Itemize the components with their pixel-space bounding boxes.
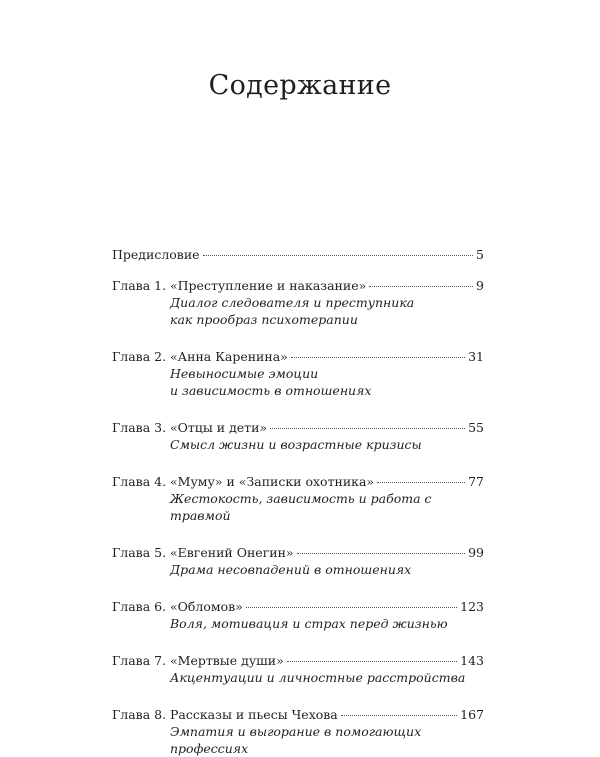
toc-entry-chapter-4[interactable] <box>112 473 484 524</box>
chapter-subtitle: как прообраз психотерапии <box>170 312 358 327</box>
dot-leader <box>287 661 457 662</box>
toc-page-number: 99 <box>468 545 484 560</box>
chapter-subtitle: Драма несовпадений в отношениях <box>170 562 412 577</box>
toc-entry-chapter-5[interactable] <box>112 544 484 578</box>
chapter-subtitle: Акцентуации и личностные расстройства <box>170 670 466 685</box>
dot-leader <box>369 286 473 287</box>
dot-leader <box>291 357 465 358</box>
chapter-subtitle: Воля, мотивация и страх перед жизнью <box>170 616 448 631</box>
chapter-title: «Мертвые души» <box>170 653 284 668</box>
toc-page-number: 31 <box>468 349 484 364</box>
toc-entry-preface[interactable] <box>112 246 484 263</box>
chapter-label: Глава 5. <box>112 545 167 560</box>
dot-leader <box>297 553 466 554</box>
dot-leader <box>203 255 473 256</box>
toc-page-number: 143 <box>460 653 484 668</box>
chapter-subtitle: Жестокость, зависимость и работа с травмой <box>170 491 432 523</box>
chapter-title: «Анна Каренина» <box>170 349 288 364</box>
chapter-subtitle: Смысл жизни и возрастные кризисы <box>170 437 422 452</box>
chapter-title: «Муму» и «Записки охотника» <box>170 474 375 489</box>
toc-page-number: 9 <box>476 278 484 293</box>
toc-page-number: 167 <box>460 707 484 722</box>
toc-entry-chapter-2[interactable] <box>112 348 484 399</box>
toc-page-number: 77 <box>468 474 484 489</box>
toc-entry-title: Предисловие <box>112 247 200 262</box>
chapter-subtitle: и зависимость в отношениях <box>170 383 372 398</box>
chapter-title: «Преступление и наказание» <box>170 278 367 293</box>
toc-entry-chapter-8[interactable] <box>112 706 484 757</box>
table-of-contents <box>112 246 484 757</box>
chapter-title: «Обломов» <box>170 599 243 614</box>
toc-entry-chapter-6[interactable] <box>112 598 484 632</box>
chapter-subtitle: Диалог следователя и преступника <box>170 295 415 310</box>
chapter-title: «Отцы и дети» <box>170 420 268 435</box>
toc-page-number: 123 <box>460 599 484 614</box>
chapter-label: Глава 7. <box>112 653 167 668</box>
chapter-subtitle: Эмпатия и выгорание в помогающих профессиях <box>170 724 422 756</box>
chapter-label: Глава 3. <box>112 420 167 435</box>
chapter-label: Глава 6. <box>112 599 167 614</box>
dot-leader <box>377 482 465 483</box>
dot-leader <box>270 428 465 429</box>
toc-entry-chapter-3[interactable] <box>112 419 484 453</box>
chapter-label: Глава 2. <box>112 349 167 364</box>
chapter-title: Рассказы и пьесы Чехова <box>170 707 338 722</box>
chapter-title: «Евгений Онегин» <box>170 545 294 560</box>
toc-page-number: 55 <box>468 420 484 435</box>
toc-entry-chapter-1[interactable] <box>112 277 484 328</box>
chapter-label: Глава 8. <box>112 707 167 722</box>
page-title: Содержание <box>208 70 392 101</box>
chapter-label: Глава 1. <box>112 278 167 293</box>
dot-leader <box>246 607 457 608</box>
toc-entry-chapter-7[interactable] <box>112 652 484 686</box>
dot-leader <box>341 715 457 716</box>
toc-page-number: 5 <box>476 247 484 262</box>
chapter-label: Глава 4. <box>112 474 167 489</box>
chapter-subtitle: Невыносимые эмоции <box>170 366 319 381</box>
